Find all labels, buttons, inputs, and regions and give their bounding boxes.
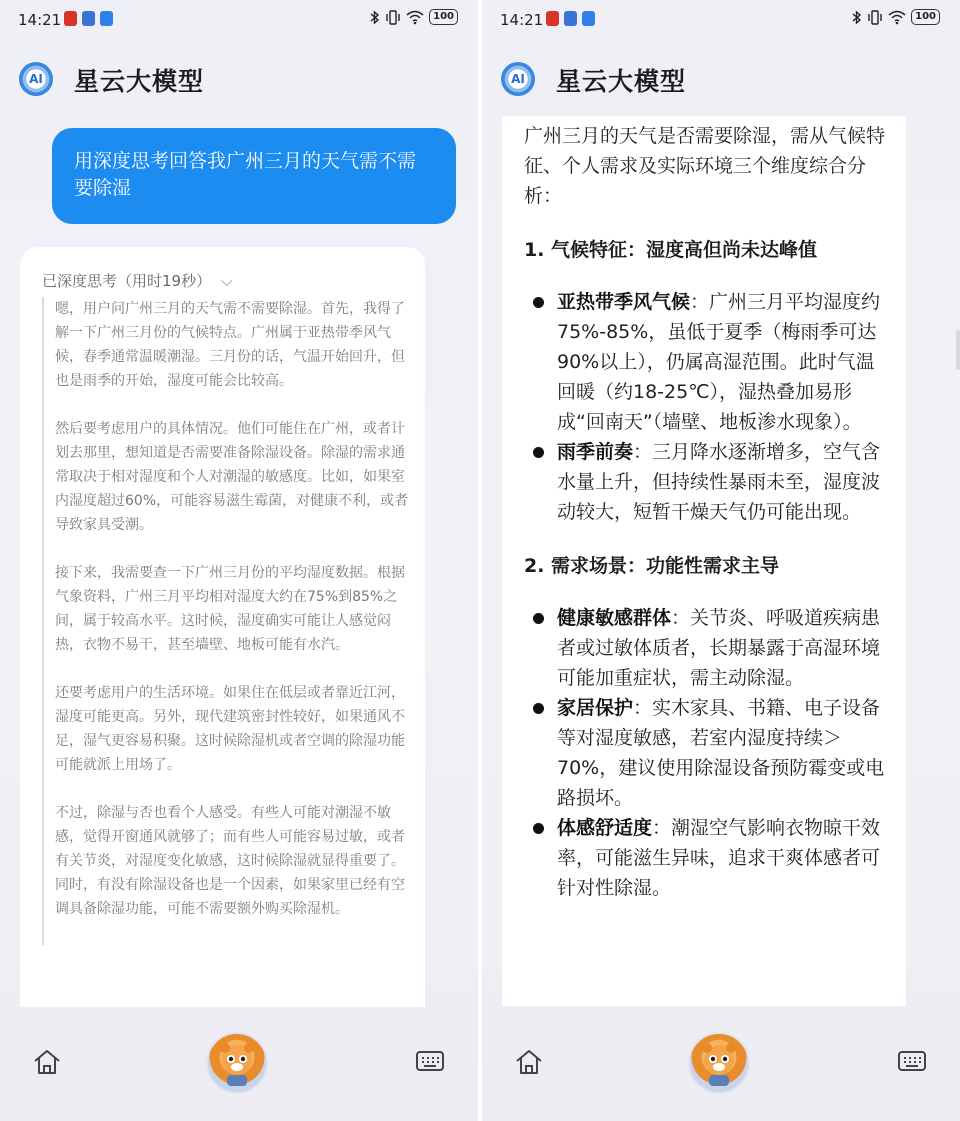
bottom-bar: [482, 1020, 960, 1121]
list-item: [524, 437, 890, 527]
battery-icon: 100: [429, 9, 458, 25]
home-icon[interactable]: [514, 1047, 544, 1077]
bullet-icon: [533, 297, 544, 308]
thinking-header-label: 已深度思考（用时19秒）: [42, 272, 212, 290]
section-heading: 1. 气候特征：湿度高但尚未达峰值: [524, 239, 818, 261]
item-title: 亚热带季风气候: [557, 291, 691, 313]
tiger-avatar-icon[interactable]: [206, 1032, 268, 1094]
notification-blue-icon: [582, 11, 595, 26]
right-screen: [482, 0, 960, 1121]
thinking-paragraph: 还要考虑用户的生活环境。如果住在低层或者靠近江河，湿度可能更高。另外，现代建筑密封性较好，如果通风不足，湿气更容易积聚。这时候除湿机或者空调的除湿功能可能就派上用场了。: [55, 685, 405, 773]
item-text: ：三月降水逐渐增多，空气含水量上升，但持续性暴雨未至，湿度波动较大，短暂干燥天气仍可能出现。: [557, 441, 881, 523]
status-time: 14:21: [500, 11, 544, 29]
answer-card: [502, 116, 906, 1006]
bullet-icon: [533, 703, 544, 714]
edge-handle[interactable]: [956, 330, 960, 370]
notification-icons: [546, 11, 595, 26]
notification-red-icon: [546, 11, 559, 26]
bullet-icon: [533, 823, 544, 834]
thinking-paragraph: 嗯，用户问广州三月的天气需不需要除湿。首先，我得了解一下广州三月份的气候特点。广州属于亚热带季风气候，春季通常温暖潮湿。三月份的话，气温开始回升，但也是雨季的开始，湿度可能会比较高。: [55, 301, 405, 389]
list-item: [524, 813, 890, 903]
vibrate-icon: [385, 10, 401, 25]
app-header: [0, 58, 478, 104]
item-text: ：实木家具、书籍、电子设备等对湿度敏感，若室内湿度持续＞70%，建议使用除湿设备预防霉变或电路损坏。: [557, 697, 885, 809]
item-text: ：广州三月平均湿度约75%-85%，虽低于夏季（梅雨季可达90%以上），仍属高湿范围。此时气温回暖（约18-25℃），湿热叠加易形成“回南天”（墙壁、地板渗水现象）。: [557, 291, 881, 433]
item-title: 家居保护: [557, 697, 634, 719]
bullet-list: [524, 287, 890, 527]
app-title: 星云大模型: [74, 67, 205, 96]
answer-intro: 广州三月的天气是否需要除湿，需从气候特征、个人需求及实际环境三个维度综合分析：: [524, 125, 886, 207]
list-item: [524, 693, 890, 813]
thinking-card: [20, 247, 425, 1007]
list-item: [524, 603, 890, 693]
status-right: [369, 9, 458, 25]
answer-content: [524, 121, 890, 903]
bottom-bar: [0, 1020, 478, 1121]
bullet-list: [524, 603, 890, 903]
chevron-down-icon: ⌵: [221, 272, 233, 290]
keyboard-icon[interactable]: [416, 1049, 444, 1073]
notification-blue-icon: [100, 11, 113, 26]
keyboard-icon[interactable]: [898, 1049, 926, 1073]
thinking-toggle[interactable]: [42, 270, 232, 291]
status-time: 14:21: [18, 11, 62, 29]
section-heading: 2. 需求场景：功能性需求主导: [524, 555, 780, 577]
app-logo: AI: [501, 62, 535, 96]
item-text: ：潮湿空气影响衣物晾干效率，可能滋生异味，追求干爽体感者可针对性除湿。: [557, 817, 881, 899]
left-screen: [0, 0, 478, 1121]
notification-photo-icon: [82, 11, 95, 26]
status-right: [851, 9, 940, 25]
home-icon[interactable]: [32, 1047, 62, 1077]
item-title: 健康敏感群体: [557, 607, 672, 629]
tiger-avatar-icon[interactable]: [688, 1032, 750, 1094]
thinking-content: [42, 297, 415, 945]
wifi-icon: [406, 10, 424, 25]
thinking-paragraph: 不过，除湿与否也看个人感受。有些人可能对潮湿不敏感，觉得开窗通风就够了；而有些人可能容易过敏，或者有关节炎，对湿度变化敏感，这时候除湿就显得重要了。同时，有没有除湿设备也是一个因素，如果家里已经有空调具备除湿功能，可能不需要额外购买除湿机。: [55, 805, 405, 917]
bullet-icon: [533, 613, 544, 624]
app-header: [482, 58, 960, 104]
status-bar: [482, 0, 960, 42]
notification-red-icon: [64, 11, 77, 26]
item-title: 体感舒适度: [557, 817, 653, 839]
bluetooth-icon: [851, 10, 862, 25]
battery-icon: 100: [911, 9, 940, 25]
app-title: 星云大模型: [556, 67, 687, 96]
vibrate-icon: [867, 10, 883, 25]
bluetooth-icon: [369, 10, 380, 25]
status-bar: [0, 0, 478, 42]
thinking-paragraph: 接下来，我需要查一下广州三月份的平均湿度数据。根据气象资料，广州三月平均相对湿度大约在75%到85%之间，属于较高水平。这时候，湿度确实可能让人感觉闷热，衣物不易干，甚至墙壁、地板可能有水汽。: [55, 565, 405, 653]
app-logo: AI: [19, 62, 53, 96]
bullet-icon: [533, 447, 544, 458]
notification-photo-icon: [564, 11, 577, 26]
wifi-icon: [888, 10, 906, 25]
item-title: 雨季前奏: [557, 441, 634, 463]
list-item: [524, 287, 890, 437]
notification-icons: [64, 11, 113, 26]
item-text: ：关节炎、呼吸道疾病患者或过敏体质者，长期暴露于高湿环境可能加重症状，需主动除湿。: [557, 607, 881, 689]
thinking-paragraph: 然后要考虑用户的具体情况。他们可能住在广州，或者计划去那里，想知道是否需要准备除湿设备。除湿的需求通常取决于相对湿度和个人对潮湿的敏感度。比如，如果室内湿度超过60%，可能容易滋生霉菌，对健康不利，或者导致家具受潮。: [55, 421, 409, 533]
user-message-bubble: 用深度思考回答我广州三月的天气需不需要除湿: [52, 128, 456, 224]
